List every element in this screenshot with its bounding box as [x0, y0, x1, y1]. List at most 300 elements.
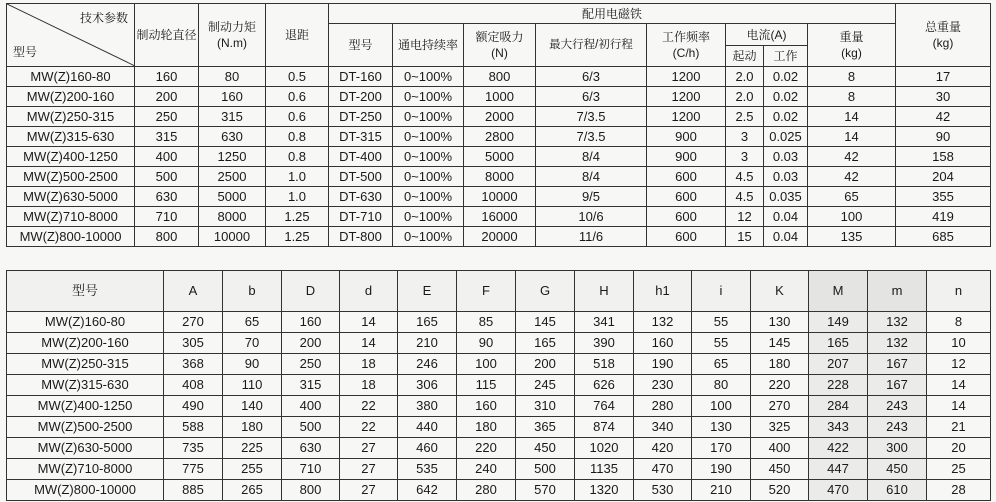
cell-dim-1: 885 [164, 480, 223, 501]
cell-dim-13: 243 [868, 396, 927, 417]
cell-current-work: 0.04 [764, 227, 808, 247]
cell-dim-5: 210 [398, 333, 457, 354]
cell-retreat-distance: 0.8 [266, 127, 329, 147]
cell-wheel-diameter: 160 [135, 67, 199, 87]
table-row [7, 207, 991, 227]
table-row [7, 187, 991, 207]
cell-current-work: 0.02 [764, 87, 808, 107]
cell-dim-8: 874 [575, 417, 634, 438]
cell-current-start: 2.0 [726, 87, 764, 107]
header-current-start: 起动 [726, 46, 764, 67]
cell-braking-torque: 1250 [199, 147, 266, 167]
cell-dim-3: 630 [282, 438, 340, 459]
cell-rated-force: 16000 [464, 207, 536, 227]
cell-dim-11: 220 [751, 375, 809, 396]
table-row [7, 354, 991, 375]
cell-rated-force: 800 [464, 67, 536, 87]
table-row [7, 147, 991, 167]
cell-dim-4: 27 [340, 480, 398, 501]
cell-dim-12: 422 [809, 438, 868, 459]
cell-retreat-distance: 1.25 [266, 227, 329, 247]
cell-model: MW(Z)710-8000 [7, 207, 135, 227]
cell-dim-8: 626 [575, 375, 634, 396]
cell-magnet-weight: 8 [808, 67, 896, 87]
cell-dim-12: 149 [809, 312, 868, 333]
header-magnet-group: 配用电磁铁 [329, 4, 896, 24]
cell-dim-11: 450 [751, 459, 809, 480]
cell-current-work: 0.03 [764, 167, 808, 187]
cell-magnet-weight: 14 [808, 107, 896, 127]
cell-dim-7: 245 [516, 375, 575, 396]
cell-dim-12: 207 [809, 354, 868, 375]
cell-dim-10: 190 [692, 459, 751, 480]
cell-stroke: 6/3 [536, 67, 647, 87]
cell-dim-14: 10 [927, 333, 991, 354]
cell-dim-1: 775 [164, 459, 223, 480]
cell-current-start: 4.5 [726, 187, 764, 207]
cell-dim-11: 520 [751, 480, 809, 501]
cell-retreat-distance: 0.6 [266, 87, 329, 107]
cell-dim-6: 220 [457, 438, 516, 459]
cell-dim-9: 340 [634, 417, 692, 438]
cell-dim-6: 90 [457, 333, 516, 354]
cell-dim-1: 305 [164, 333, 223, 354]
cell-current-start: 3 [726, 127, 764, 147]
cell-magnet-model: DT-400 [329, 147, 393, 167]
cell-frequency: 1200 [647, 67, 726, 87]
cell-dim-10: 80 [692, 375, 751, 396]
cell-dim-9: 230 [634, 375, 692, 396]
cell-dim-2: 180 [223, 417, 282, 438]
table-row [7, 396, 991, 417]
cell-frequency: 600 [647, 187, 726, 207]
cell-current-start: 3 [726, 147, 764, 167]
cell-dim-12: 447 [809, 459, 868, 480]
cell-total-weight: 204 [896, 167, 991, 187]
cell-dim-6: 180 [457, 417, 516, 438]
cell-dim-10: 130 [692, 417, 751, 438]
technical-parameters-table [6, 3, 991, 247]
cell-model: MW(Z)500-2500 [7, 167, 135, 187]
cell-dim-7: 570 [516, 480, 575, 501]
cell-frequency: 1200 [647, 87, 726, 107]
cell-dim-14: 14 [927, 375, 991, 396]
header-dim-col-3: D [282, 271, 340, 312]
cell-frequency: 600 [647, 227, 726, 247]
cell-current-start: 4.5 [726, 167, 764, 187]
cell-duty-cycle: 0~100% [393, 127, 464, 147]
header-dim-col-11: K [751, 271, 809, 312]
cell-wheel-diameter: 250 [135, 107, 199, 127]
cell-magnet-weight: 135 [808, 227, 896, 247]
cell-dim-1: 270 [164, 312, 223, 333]
cell-dim-7: 200 [516, 354, 575, 375]
corner-label-model: 型号 [13, 45, 38, 59]
cell-dim-14: 28 [927, 480, 991, 501]
cell-current-start: 15 [726, 227, 764, 247]
cell-dim-11: 180 [751, 354, 809, 375]
cell-dim-10: 100 [692, 396, 751, 417]
cell-dim-11: 400 [751, 438, 809, 459]
cell-model: MW(Z)710-8000 [7, 459, 164, 480]
cell-frequency: 900 [647, 127, 726, 147]
cell-dim-6: 160 [457, 396, 516, 417]
cell-total-weight: 90 [896, 127, 991, 147]
cell-dim-4: 18 [340, 375, 398, 396]
header-magnet-weight: 重量 (kg) [808, 24, 896, 67]
table-row [7, 87, 991, 107]
cell-magnet-weight: 14 [808, 127, 896, 147]
cell-dim-4: 22 [340, 417, 398, 438]
cell-magnet-model: DT-250 [329, 107, 393, 127]
cell-stroke: 8/4 [536, 147, 647, 167]
cell-model: MW(Z)315-630 [7, 375, 164, 396]
cell-magnet-weight: 42 [808, 167, 896, 187]
header-braking-torque: 制动力矩 (N.m) [199, 4, 266, 67]
cell-current-work: 0.04 [764, 207, 808, 227]
header-dim-col-14: n [927, 271, 991, 312]
cell-dim-1: 735 [164, 438, 223, 459]
table-row [7, 459, 991, 480]
cell-rated-force: 1000 [464, 87, 536, 107]
cell-dim-12: 228 [809, 375, 868, 396]
cell-dim-12: 284 [809, 396, 868, 417]
cell-dim-13: 243 [868, 417, 927, 438]
cell-dim-5: 306 [398, 375, 457, 396]
header-dim-col-10: i [692, 271, 751, 312]
cell-dim-8: 518 [575, 354, 634, 375]
cell-rated-force: 5000 [464, 147, 536, 167]
cell-dim-8: 1320 [575, 480, 634, 501]
cell-dim-4: 14 [340, 312, 398, 333]
table-row [7, 417, 991, 438]
header-dim-col-2: b [223, 271, 282, 312]
cell-dim-10: 210 [692, 480, 751, 501]
cell-duty-cycle: 0~100% [393, 107, 464, 127]
cell-frequency: 600 [647, 207, 726, 227]
cell-frequency: 1200 [647, 107, 726, 127]
cell-model: MW(Z)200-160 [7, 333, 164, 354]
cell-dim-14: 20 [927, 438, 991, 459]
cell-model: MW(Z)500-2500 [7, 417, 164, 438]
cell-dim-1: 368 [164, 354, 223, 375]
cell-dim-2: 255 [223, 459, 282, 480]
cell-dim-13: 610 [868, 480, 927, 501]
cell-dim-10: 55 [692, 333, 751, 354]
cell-model: MW(Z)160-80 [7, 312, 164, 333]
cell-rated-force: 2000 [464, 107, 536, 127]
header-dim-col-7: G [516, 271, 575, 312]
cell-dim-14: 8 [927, 312, 991, 333]
cell-dim-2: 90 [223, 354, 282, 375]
cell-braking-torque: 5000 [199, 187, 266, 207]
cell-total-weight: 419 [896, 207, 991, 227]
cell-dim-4: 22 [340, 396, 398, 417]
table-row [7, 312, 991, 333]
cell-dim-12: 165 [809, 333, 868, 354]
dimensions-table [6, 270, 991, 501]
cell-stroke: 9/5 [536, 187, 647, 207]
table-row [7, 127, 991, 147]
cell-total-weight: 355 [896, 187, 991, 207]
cell-dim-12: 470 [809, 480, 868, 501]
cell-magnet-model: DT-500 [329, 167, 393, 187]
cell-dim-6: 240 [457, 459, 516, 480]
cell-rated-force: 20000 [464, 227, 536, 247]
cell-wheel-diameter: 800 [135, 227, 199, 247]
cell-dim-14: 12 [927, 354, 991, 375]
cell-dim-11: 325 [751, 417, 809, 438]
cell-dim-10: 65 [692, 354, 751, 375]
table-row [7, 227, 991, 247]
cell-stroke: 6/3 [536, 87, 647, 107]
cell-rated-force: 10000 [464, 187, 536, 207]
cell-magnet-model: DT-710 [329, 207, 393, 227]
cell-retreat-distance: 1.0 [266, 167, 329, 187]
cell-dim-14: 25 [927, 459, 991, 480]
cell-dim-2: 140 [223, 396, 282, 417]
cell-dim-13: 167 [868, 354, 927, 375]
cell-duty-cycle: 0~100% [393, 67, 464, 87]
cell-wheel-diameter: 400 [135, 147, 199, 167]
cell-dim-6: 115 [457, 375, 516, 396]
cell-duty-cycle: 0~100% [393, 187, 464, 207]
cell-dim-4: 27 [340, 459, 398, 480]
header-current: 电流(A) [726, 24, 808, 46]
cell-dim-4: 27 [340, 438, 398, 459]
cell-dim-5: 642 [398, 480, 457, 501]
cell-braking-torque: 315 [199, 107, 266, 127]
cell-dim-13: 132 [868, 312, 927, 333]
cell-dim-3: 500 [282, 417, 340, 438]
header-dim-col-8: H [575, 271, 634, 312]
cell-model: MW(Z)400-1250 [7, 147, 135, 167]
table-row [7, 107, 991, 127]
cell-braking-torque: 80 [199, 67, 266, 87]
cell-dim-5: 380 [398, 396, 457, 417]
cell-magnet-model: DT-200 [329, 87, 393, 107]
cell-dim-1: 490 [164, 396, 223, 417]
cell-magnet-weight: 8 [808, 87, 896, 107]
cell-dim-2: 70 [223, 333, 282, 354]
cell-dim-4: 14 [340, 333, 398, 354]
cell-duty-cycle: 0~100% [393, 227, 464, 247]
cell-retreat-distance: 0.6 [266, 107, 329, 127]
cell-model: MW(Z)200-160 [7, 87, 135, 107]
cell-dim-13: 450 [868, 459, 927, 480]
cell-stroke: 8/4 [536, 167, 647, 187]
cell-dim-2: 265 [223, 480, 282, 501]
header-total-weight: 总重量 (kg) [896, 4, 991, 67]
cell-dim-2: 225 [223, 438, 282, 459]
cell-dim-8: 1020 [575, 438, 634, 459]
cell-retreat-distance: 1.25 [266, 207, 329, 227]
header-wheel-diameter: 制动轮直径 [135, 4, 199, 67]
cell-dim-10: 55 [692, 312, 751, 333]
cell-stroke: 10/6 [536, 207, 647, 227]
cell-magnet-model: DT-315 [329, 127, 393, 147]
header-duty-cycle: 通电持续率 [393, 24, 464, 67]
cell-braking-torque: 2500 [199, 167, 266, 187]
cell-duty-cycle: 0~100% [393, 207, 464, 227]
cell-magnet-weight: 65 [808, 187, 896, 207]
cell-model: MW(Z)400-1250 [7, 396, 164, 417]
cell-dim-5: 165 [398, 312, 457, 333]
cell-dim-3: 800 [282, 480, 340, 501]
table-row [7, 375, 991, 396]
cell-dim-8: 764 [575, 396, 634, 417]
cell-current-start: 12 [726, 207, 764, 227]
header-retreat-distance: 退距 [266, 4, 329, 67]
cell-frequency: 900 [647, 147, 726, 167]
cell-dim-9: 190 [634, 354, 692, 375]
cell-model: MW(Z)250-315 [7, 107, 135, 127]
cell-dim-1: 588 [164, 417, 223, 438]
table-row [7, 480, 991, 501]
cell-braking-torque: 630 [199, 127, 266, 147]
cell-total-weight: 42 [896, 107, 991, 127]
cell-magnet-model: DT-800 [329, 227, 393, 247]
cell-dim-7: 310 [516, 396, 575, 417]
cell-model: MW(Z)250-315 [7, 354, 164, 375]
cell-dim-5: 460 [398, 438, 457, 459]
cell-dim-5: 535 [398, 459, 457, 480]
cell-current-start: 2.0 [726, 67, 764, 87]
cell-dim-6: 85 [457, 312, 516, 333]
cell-dim-8: 1135 [575, 459, 634, 480]
cell-dim-3: 250 [282, 354, 340, 375]
cell-magnet-weight: 42 [808, 147, 896, 167]
cell-dim-3: 710 [282, 459, 340, 480]
header-dim-col-4: d [340, 271, 398, 312]
cell-dim-9: 160 [634, 333, 692, 354]
cell-dim-11: 145 [751, 333, 809, 354]
cell-dim-12: 343 [809, 417, 868, 438]
cell-wheel-diameter: 200 [135, 87, 199, 107]
cell-dim-3: 315 [282, 375, 340, 396]
cell-stroke: 7/3.5 [536, 127, 647, 147]
cell-dim-7: 500 [516, 459, 575, 480]
cell-dim-9: 470 [634, 459, 692, 480]
cell-retreat-distance: 0.5 [266, 67, 329, 87]
header-current-work: 工作 [764, 46, 808, 67]
cell-wheel-diameter: 315 [135, 127, 199, 147]
cell-dim-13: 132 [868, 333, 927, 354]
cell-braking-torque: 160 [199, 87, 266, 107]
cell-current-work: 0.02 [764, 67, 808, 87]
cell-model: MW(Z)315-630 [7, 127, 135, 147]
cell-dim-9: 420 [634, 438, 692, 459]
cell-wheel-diameter: 500 [135, 167, 199, 187]
cell-dim-7: 145 [516, 312, 575, 333]
cell-rated-force: 2800 [464, 127, 536, 147]
header-corner-cell [7, 4, 135, 67]
cell-current-start: 2.5 [726, 107, 764, 127]
cell-dim-13: 300 [868, 438, 927, 459]
cell-model: MW(Z)800-10000 [7, 227, 135, 247]
cell-duty-cycle: 0~100% [393, 87, 464, 107]
cell-dim-11: 270 [751, 396, 809, 417]
cell-model: MW(Z)160-80 [7, 67, 135, 87]
cell-magnet-weight: 100 [808, 207, 896, 227]
table-row [7, 167, 991, 187]
cell-retreat-distance: 1.0 [266, 187, 329, 207]
cell-dim-1: 408 [164, 375, 223, 396]
table-row [7, 333, 991, 354]
cell-wheel-diameter: 710 [135, 207, 199, 227]
cell-stroke: 7/3.5 [536, 107, 647, 127]
cell-dim-5: 440 [398, 417, 457, 438]
cell-model: MW(Z)630-5000 [7, 438, 164, 459]
corner-label-parameters: 技术参数 [79, 11, 128, 25]
header-dim-col-6: F [457, 271, 516, 312]
header-rated-force: 额定吸力 (N) [464, 24, 536, 67]
cell-magnet-model: DT-630 [329, 187, 393, 207]
cell-magnet-model: DT-160 [329, 67, 393, 87]
header-dim-model: 型号 [7, 271, 164, 312]
cell-frequency: 600 [647, 167, 726, 187]
cell-total-weight: 685 [896, 227, 991, 247]
cell-braking-torque: 8000 [199, 207, 266, 227]
cell-current-work: 0.02 [764, 107, 808, 127]
cell-stroke: 11/6 [536, 227, 647, 247]
cell-dim-11: 130 [751, 312, 809, 333]
cell-total-weight: 17 [896, 67, 991, 87]
cell-dim-6: 100 [457, 354, 516, 375]
cell-dim-10: 170 [692, 438, 751, 459]
cell-dim-7: 365 [516, 417, 575, 438]
header-frequency: 工作频率 (C/h) [647, 24, 726, 67]
cell-dim-9: 280 [634, 396, 692, 417]
cell-dim-3: 200 [282, 333, 340, 354]
cell-model: MW(Z)630-5000 [7, 187, 135, 207]
header-stroke: 最大行程/初行程 [536, 24, 647, 67]
cell-current-work: 0.025 [764, 127, 808, 147]
cell-duty-cycle: 0~100% [393, 147, 464, 167]
cell-dim-3: 400 [282, 396, 340, 417]
cell-dim-9: 530 [634, 480, 692, 501]
header-dim-col-12: M [809, 271, 868, 312]
cell-dim-9: 132 [634, 312, 692, 333]
cell-braking-torque: 10000 [199, 227, 266, 247]
cell-total-weight: 158 [896, 147, 991, 167]
header-dim-col-9: h1 [634, 271, 692, 312]
cell-total-weight: 30 [896, 87, 991, 107]
cell-duty-cycle: 0~100% [393, 167, 464, 187]
cell-retreat-distance: 0.8 [266, 147, 329, 167]
cell-wheel-diameter: 630 [135, 187, 199, 207]
cell-current-work: 0.035 [764, 187, 808, 207]
cell-dim-6: 280 [457, 480, 516, 501]
cell-dim-2: 110 [223, 375, 282, 396]
cell-model: MW(Z)800-10000 [7, 480, 164, 501]
cell-dim-5: 246 [398, 354, 457, 375]
cell-dim-8: 390 [575, 333, 634, 354]
cell-dim-8: 341 [575, 312, 634, 333]
cell-dim-14: 21 [927, 417, 991, 438]
cell-dim-7: 165 [516, 333, 575, 354]
cell-dim-4: 18 [340, 354, 398, 375]
cell-current-work: 0.03 [764, 147, 808, 167]
cell-dim-2: 65 [223, 312, 282, 333]
cell-dim-3: 160 [282, 312, 340, 333]
header-dim-col-5: E [398, 271, 457, 312]
cell-dim-7: 450 [516, 438, 575, 459]
table-row [7, 438, 991, 459]
header-dim-col-1: A [164, 271, 223, 312]
table-row [7, 67, 991, 87]
header-dim-col-13: m [868, 271, 927, 312]
